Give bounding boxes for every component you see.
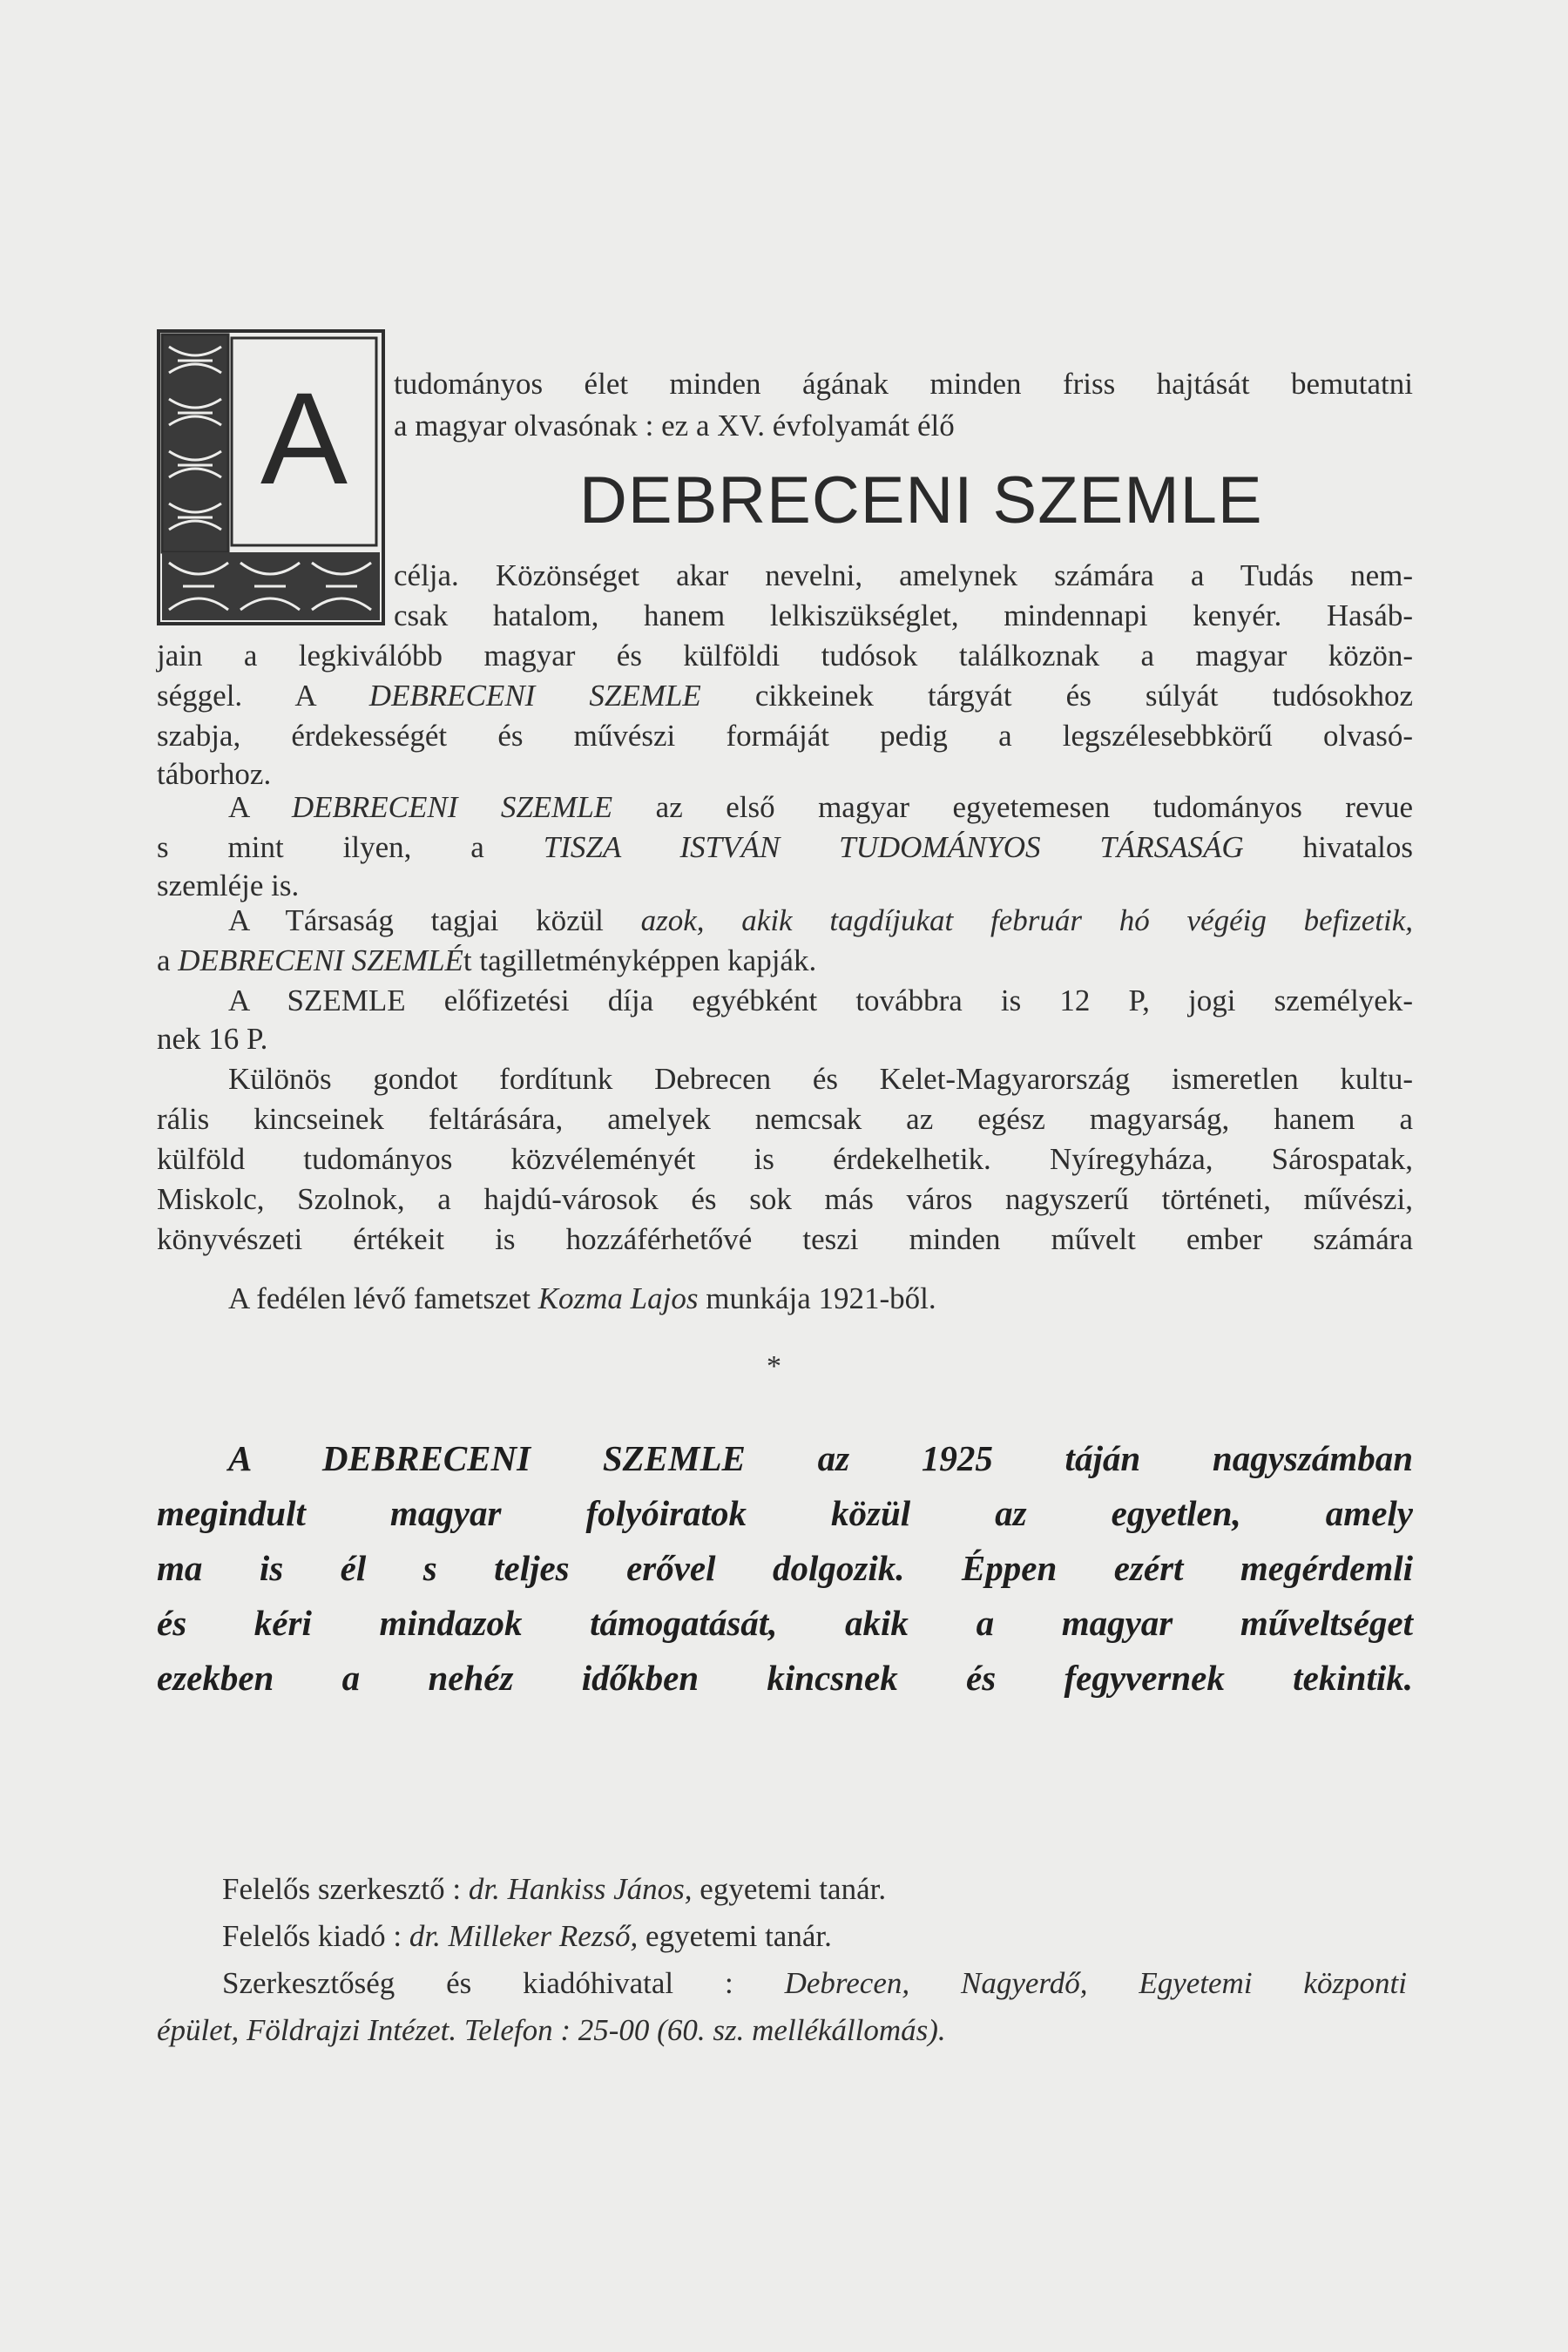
text: Szerkesztőség és kiadóhivatal : <box>222 1966 733 2000</box>
p4-line-2: nek 16 P. <box>157 1022 268 1056</box>
colophon-editor <box>222 1871 886 1908</box>
p1-line-5: szabja, érdekességét és művészi formáját pedig a legszélesebbkörű olvasó- <box>157 719 1413 753</box>
separator-star: * <box>767 1350 781 1382</box>
emphasis: azok, akik tagdíjukat február hó végéig befizetik, <box>640 903 1414 937</box>
p1-line-4 <box>157 678 1413 714</box>
p5-line-1: Különös gondot fordítunk Debrecen és Kelet-Magyarország ismeretlen kultu- <box>228 1062 1413 1096</box>
intro-line-2: a magyar olvasónak : ez a XV. évfolyamát élő <box>394 409 955 443</box>
p3-line-1 <box>228 902 1413 939</box>
p1-line-6: táborhoz. <box>157 757 272 791</box>
office-address-cont: épület, Földrajzi Intézet. Telefon : 25-00 (60. sz. mellékállomás). <box>157 2013 946 2047</box>
p1-line-2: csak hatalom, hanem lelkiszükséglet, mindennapi kenyér. Hasáb- <box>394 598 1413 632</box>
text: séggel. A <box>157 679 315 713</box>
bold-line-4: és kéri mindazok támogatását, akik a magyar műveltséget <box>157 1603 1413 1643</box>
p1-line-1: célja. Közönséget akar nevelni, amelynek számára a Tudás nem- <box>394 558 1413 592</box>
text: a <box>157 943 171 977</box>
society-name: TISZA ISTVÁN TUDOMÁNYOS TÁRSASÁG <box>543 830 1244 864</box>
p5-line-5: könyvészeti értékeit is hozzáférhetővé teszi minden művelt ember számára <box>157 1222 1413 1256</box>
bold-line-2: megindult magyar folyóiratok közül az egyetlen, amely <box>157 1493 1413 1533</box>
colophon-publisher <box>222 1918 832 1955</box>
masthead-title: DEBRECENI SZEMLE <box>579 463 1263 537</box>
text: munkája 1921-ből. <box>706 1281 936 1315</box>
text: Felelős szerkesztő : <box>222 1872 462 1906</box>
text: A fedélen lévő fametszet <box>228 1281 531 1315</box>
text: t tagilletményképpen kapják. <box>463 943 817 977</box>
p5-line-2: rális kincseinek feltárására, amelyek nemcsak az egész magyarság, hanem a <box>157 1102 1413 1136</box>
p2-line-3: szemléje is. <box>157 868 300 902</box>
editor-name: dr. Hankiss János, <box>468 1872 693 1906</box>
p3-line-2 <box>157 943 816 979</box>
text: egyetemi tanár. <box>645 1919 832 1953</box>
text: Felelős kiadó : <box>222 1919 402 1953</box>
colophon-office <box>222 1965 1407 2002</box>
journal-name: DEBRECENI SZEMLE <box>368 679 701 713</box>
p2-line-2 <box>157 829 1413 866</box>
initial-letter: A <box>260 365 348 511</box>
bold-line-1: A DEBRECENI SZEMLE az 1925 táján nagyszámban <box>228 1438 1413 1478</box>
journal-name: DEBRECENI SZEMLÉ <box>178 943 463 977</box>
text: egyetemi tanár. <box>700 1872 887 1906</box>
office-address: Debrecen, Nagyerdő, Egyetemi központi <box>784 1966 1408 2000</box>
p5-line-4: Miskolc, Szolnok, a hajdú-városok és sok más város nagyszerű történeti, művészi, <box>157 1182 1413 1216</box>
p5-line-3: külföld tudományos közvéleményét is érdekelhetik. Nyíregyháza, Sárospatak, <box>157 1142 1413 1176</box>
bold-line-3: ma is él s teljes erővel dolgozik. Éppen ezért megérdemli <box>157 1548 1413 1588</box>
artist-name: Kozma Lajos <box>537 1281 699 1315</box>
text: A <box>228 790 249 824</box>
text: A Társaság tagjai közül <box>228 903 604 937</box>
p1-line-3: jain a legkiválóbb magyar és külföldi tudósok találkoznak a magyar közön- <box>157 639 1413 672</box>
intro-line-1: tudományos élet minden ágának minden friss hajtását bemutatni <box>394 367 1413 401</box>
journal-name: DEBRECENI SZEMLE <box>291 790 613 824</box>
text: hivatalos <box>1302 830 1414 864</box>
publisher-name: dr. Milleker Rezső, <box>409 1919 639 1953</box>
colophon-office-2 <box>157 2012 946 2049</box>
decorative-initial <box>157 329 385 625</box>
p2-line-1 <box>228 789 1413 826</box>
p4-line-1: A SZEMLE előfizetési díja egyébként továbbra is 12 P, jogi személyek- <box>228 983 1413 1017</box>
bold-line-5: ezekben a nehéz időkben kincsnek és fegyvernek tekintik. <box>157 1658 1413 1698</box>
p6-line <box>228 1281 936 1317</box>
text: cikkeinek tárgyát és súlyát tudósokhoz <box>754 679 1414 713</box>
text: s mint ilyen, a <box>157 830 484 864</box>
text: az első magyar egyetemesen tudományos revue <box>655 790 1414 824</box>
